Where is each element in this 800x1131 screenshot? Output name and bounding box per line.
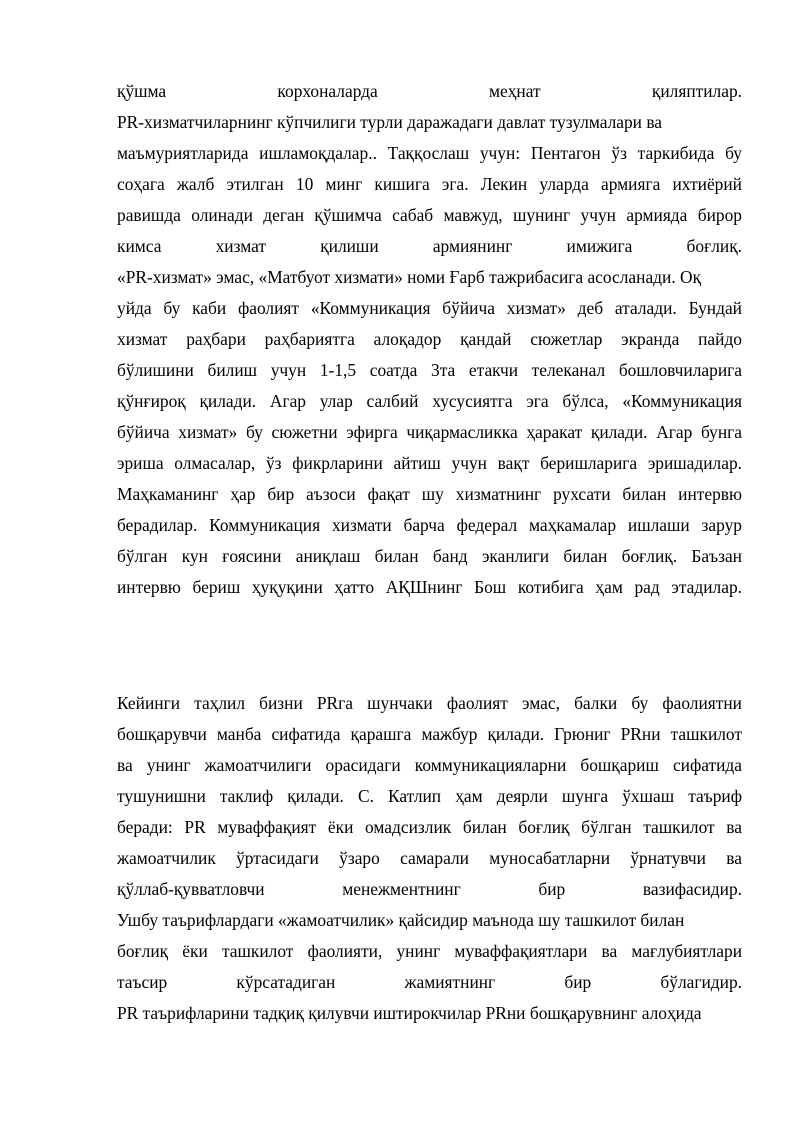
text-line: маъмуриятларида ишламоқдалар.. Таққослаш учун: Пентагон ўз таркибида бу bbox=[117, 143, 742, 163]
paragraph-1 bbox=[117, 76, 742, 603]
text-line: қўнғироқ қилади. Агар улар салбий хусусиятга эга бўлса, «Коммуникация bbox=[117, 391, 742, 411]
text-line: жамоатчилик ўртасидаги ўзаро самарали муносабатларни ўрнатувчи ва bbox=[117, 848, 742, 868]
text-line: бўлишини билиш учун 1-1,5 соатда 3та етакчи телеканал бошловчиларига bbox=[117, 360, 742, 380]
text-line: соҳага жалб этилган 10 минг кишига эга. Лекин уларда армияга ихтиёрий bbox=[117, 174, 742, 194]
text-line: бўлган кун ғоясини аниқлаш билан банд эканлиги билан боғлиқ. Баъзан bbox=[117, 546, 742, 566]
text-line: қўллаб-қувватловчи менежментнинг бир вазифасидир. bbox=[117, 879, 742, 899]
text-line: бошқарувчи манба сифатида қарашга мажбур қилади. Грюниг PRни ташкилот bbox=[117, 724, 742, 744]
text-line: Ушбу таърифлардаги «жамоатчилик» қайсидир маънода шу ташкилот билан bbox=[117, 910, 685, 930]
text-line: Кейинги таҳлил бизни PRга шунчаки фаолият эмас, балки бу фаолиятни bbox=[117, 693, 742, 713]
text-line: таъсир кўрсатадиган жамиятнинг бир бўлагидир. bbox=[117, 972, 742, 992]
text-line: PR таърифларини тадқиқ қилувчи иштирокчилар PRни бошқарувнинг алоҳида bbox=[117, 1003, 702, 1023]
text-line: «PR-хизмат» эмас, «Матбуот хизмати» номи Ғарб тажрибасига асосланади. Оқ bbox=[117, 267, 702, 287]
text-line: кимса хизмат қилиши армиянинг имижига боғлиқ. bbox=[117, 236, 742, 256]
text-line: эриша олмасалар, ўз фикрларини айтиш учун вақт беришларига эришадилар. bbox=[117, 453, 742, 473]
text-line: уйда бу каби фаолият «Коммуникация бўйича хизмат» деб аталади. Бундай bbox=[117, 298, 742, 318]
text-line: беради: PR муваффақият ёки омадсизлик билан боғлиқ бўлган ташкилот ва bbox=[117, 817, 742, 837]
text-line: интервю бериш ҳуқуқини ҳатто АҚШнинг Бош котибига ҳам рад этадилар. bbox=[117, 577, 742, 597]
text-line: хизмат раҳбари раҳбариятга алоқадор қандай сюжетлар экранда пайдо bbox=[117, 329, 742, 349]
text-line: ва унинг жамоатчилиги орасидаги коммуникацияларни бошқариш сифатида bbox=[117, 755, 742, 775]
text-line: равишда олинади деган қўшимча сабаб мавжуд, шунинг учун армияда бирор bbox=[117, 205, 742, 225]
text-line: берадилар. Коммуникация хизмати барча федерал маҳкамалар ишлаши зарур bbox=[117, 515, 742, 535]
text-line: боғлиқ ёки ташкилот фаолияти, унинг муваффақиятлари ва мағлубиятлари bbox=[117, 941, 742, 961]
text-line: PR-хизматчиларнинг кўпчилиги турли даражадаги давлат тузулмалари ва bbox=[117, 112, 663, 132]
text-line: қўшма корхоналарда меҳнат қиляптилар. bbox=[117, 81, 742, 101]
paragraph-2 bbox=[117, 688, 742, 1029]
text-line: Маҳкаманинг ҳар бир аъзоси фақат шу хизматнинг рухсати билан интервю bbox=[117, 484, 742, 504]
text-line: бўйича хизмат» бу сюжетни эфирга чиқармасликка ҳаракат қилади. Агар бунга bbox=[117, 422, 742, 442]
text-line: тушунишни таклиф қилади. С. Катлип ҳам деярли шунга ўхшаш таъриф bbox=[117, 786, 742, 806]
